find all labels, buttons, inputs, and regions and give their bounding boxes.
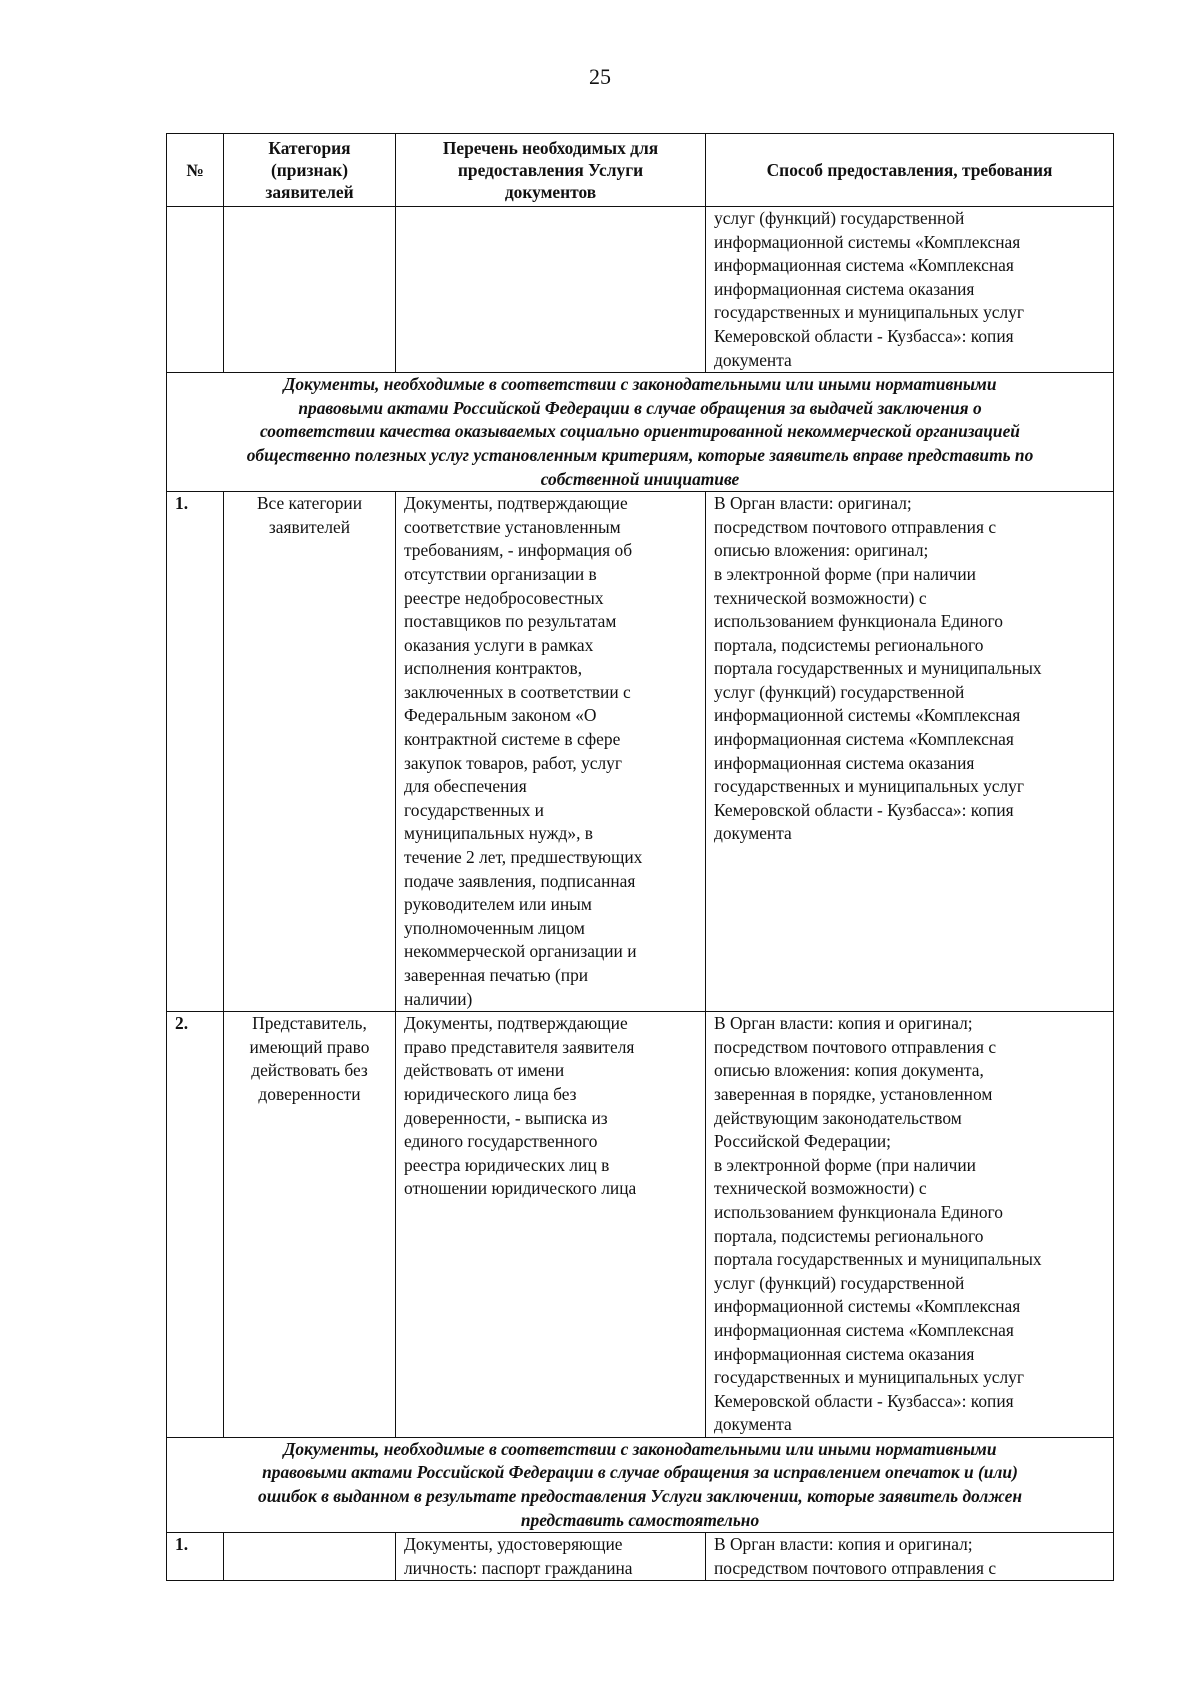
text-line: некоммерческой организации и xyxy=(404,941,637,962)
text-line: заявителей xyxy=(268,516,351,537)
text-line: отношении юридического лица xyxy=(404,1178,637,1199)
text-line: исполнения контрактов, xyxy=(404,658,583,679)
text-line: государственных и муниципальных услуг xyxy=(714,1367,1024,1388)
text-line: государственных и xyxy=(404,799,544,820)
text-line: информационной системы «Комплексная xyxy=(714,1296,1021,1317)
text-line: реестра юридических лиц в xyxy=(404,1154,610,1175)
text-line: требованиям, - информация об xyxy=(404,540,633,561)
cell-documents xyxy=(396,1012,706,1438)
text-line: контрактной системе в сфере xyxy=(404,729,621,750)
text-line: посредством почтового отправления с xyxy=(714,1036,997,1057)
text-line: Российской Федерации; xyxy=(714,1131,892,1152)
text-line: право представителя заявителя xyxy=(404,1036,635,1057)
cell-number: 2. xyxy=(167,1012,224,1438)
text-line: документа xyxy=(714,349,792,370)
text-line: Документы, подтверждающие xyxy=(404,1013,628,1034)
cell-number xyxy=(167,207,224,373)
text-line: услуг (функций) государственной xyxy=(714,681,965,702)
cell-documents xyxy=(396,1533,706,1581)
cell-method xyxy=(706,1012,1114,1438)
cell-category xyxy=(224,1012,396,1438)
text-line: действующим законодательством xyxy=(714,1107,962,1128)
text-line: представить самостоятельно xyxy=(520,1509,760,1530)
text-line: муниципальных нужд», в xyxy=(404,823,593,844)
cell-category xyxy=(224,207,396,373)
table-row xyxy=(167,1533,1114,1581)
text-line: описью вложения: оригинал; xyxy=(714,540,929,561)
text-line: руководителем или иным xyxy=(404,894,592,915)
text-line: Все категории xyxy=(256,493,363,514)
text-line: государственных и муниципальных услуг xyxy=(714,776,1024,797)
cell-method xyxy=(706,492,1114,1012)
text-line: общественно полезных услуг установленным критериям, которые заявитель вправе представить по xyxy=(246,444,1034,465)
cell-method xyxy=(706,1533,1114,1581)
text-line: портала государственных и муниципальных xyxy=(714,658,1042,679)
section-heading xyxy=(167,373,1114,492)
text-line: соответствии качества оказываемых социально ориентированной некоммерческой организацией xyxy=(260,421,1020,442)
text-line: заявителей xyxy=(265,182,354,202)
text-line: информационная система «Комплексная xyxy=(714,729,1014,750)
text-line: заверенная в порядке, установленном xyxy=(714,1083,993,1104)
header-method: Способ предоставления, требования xyxy=(706,134,1114,207)
text-line: уполномоченным лицом xyxy=(404,917,585,938)
text-line: доверенности, - выписка из xyxy=(404,1107,608,1128)
text-line: использованием функционала Единого xyxy=(714,611,1003,632)
text-line: заключенных в соответствии с xyxy=(404,681,631,702)
cell-method xyxy=(706,207,1114,373)
text-line: Кемеровской области - Кузбасса»: копия xyxy=(714,1390,1014,1411)
text-line: подаче заявления, подписанная xyxy=(404,870,636,891)
text-line: правовыми актами Российской Федерации в случае обращения за исправлением опечаток и (или) xyxy=(262,1462,1018,1483)
text-line: портала, подсистемы регионального xyxy=(714,634,984,655)
table-header-row xyxy=(167,134,1114,207)
text-line: соответствие установленным xyxy=(404,516,621,537)
cell-number: 1. xyxy=(167,1533,224,1581)
section-row xyxy=(167,1437,1114,1532)
text-line: правовыми актами Российской Федерации в случае обращения за выдачей заключения о xyxy=(298,397,982,418)
text-line: Федеральным законом «О xyxy=(404,705,597,726)
cell-documents xyxy=(396,207,706,373)
page-number: 25 xyxy=(589,64,611,89)
text-line: Кемеровской области - Кузбасса»: копия xyxy=(714,799,1014,820)
cell-category xyxy=(224,492,396,1012)
text-line: личность: паспорт гражданина xyxy=(404,1557,633,1578)
text-line: заверенная печатью (при xyxy=(404,965,589,985)
text-line: Категория xyxy=(268,138,351,158)
text-line: услуг (функций) государственной xyxy=(714,1272,965,1293)
cell-documents xyxy=(396,492,706,1012)
table-row xyxy=(167,1012,1114,1438)
text-line: для обеспечения xyxy=(404,776,527,797)
text-line: закупок товаров, работ, услуг xyxy=(404,752,622,773)
text-line: течение 2 лет, предшествующих xyxy=(404,847,643,868)
header-number: № xyxy=(167,134,224,207)
text-line: предоставления Услуги xyxy=(457,160,644,180)
documents-table xyxy=(166,133,1114,1581)
text-line: в электронной форме (при наличии xyxy=(714,563,976,584)
table-row-continuation xyxy=(167,207,1114,373)
text-line: документа xyxy=(714,823,792,844)
text-line: государственных и муниципальных услуг xyxy=(714,302,1024,323)
text-line: технической возможности) с xyxy=(714,1178,927,1199)
text-line: В Орган власти: оригинал; xyxy=(714,493,912,514)
text-line: Перечень необходимых для xyxy=(442,138,659,158)
text-line: информационной системы «Комплексная xyxy=(714,231,1021,252)
text-line: информационная система оказания xyxy=(714,1343,975,1364)
text-line: юридического лица без xyxy=(404,1083,577,1104)
text-line: В Орган власти: копия и оригинал; xyxy=(714,1013,973,1034)
text-line: портала, подсистемы регионального xyxy=(714,1225,984,1246)
text-line: В Орган власти: копия и оригинал; xyxy=(714,1534,973,1555)
text-line: описью вложения: копия документа, xyxy=(714,1060,984,1081)
text-line: оказания услуги в рамках xyxy=(404,634,594,655)
text-line: услуг (функций) государственной xyxy=(714,208,965,228)
text-line: Документы, необходимые в соответствии с законодательными или иными нормативными xyxy=(283,374,997,395)
section-row xyxy=(167,373,1114,492)
text-line: информационная система оказания xyxy=(714,752,975,773)
text-line: (признак) xyxy=(270,160,349,180)
text-line: действовать без xyxy=(251,1060,368,1081)
text-line: имеющий право xyxy=(249,1036,370,1057)
section-heading xyxy=(167,1437,1114,1532)
text-line: поставщиков по результатам xyxy=(404,611,617,632)
cell-number: 1. xyxy=(167,492,224,1012)
text-line: технической возможности) с xyxy=(714,587,927,608)
text-line: портала государственных и муниципальных xyxy=(714,1249,1042,1270)
text-line: информационная система «Комплексная xyxy=(714,255,1014,276)
text-line: документов xyxy=(504,182,597,202)
text-line: действовать от имени xyxy=(404,1060,565,1081)
cell-category xyxy=(224,1533,396,1581)
text-line: Кемеровской области - Кузбасса»: копия xyxy=(714,325,1014,346)
text-line: посредством почтового отправления с xyxy=(714,1557,997,1578)
text-line: посредством почтового отправления с xyxy=(714,516,997,537)
text-line: Документы, необходимые в соответствии с законодательными или иными нормативными xyxy=(283,1438,997,1459)
text-line: информационная система «Комплексная xyxy=(714,1319,1014,1340)
text-line: собственной инициативе xyxy=(540,468,740,489)
text-line: Документы, подтверждающие xyxy=(404,493,628,514)
text-line: отсутствии организации в xyxy=(404,563,597,584)
text-line: наличии) xyxy=(404,988,473,1009)
text-line: в электронной форме (при наличии xyxy=(714,1154,976,1175)
text-line: информационная система оказания xyxy=(714,278,975,299)
header-category xyxy=(224,134,396,207)
text-line: ошибок в выданном в результате предоставления Услуги заключении, которые заявитель должен xyxy=(258,1486,1022,1507)
text-line: документа xyxy=(714,1414,792,1435)
text-line: использованием функционала Единого xyxy=(714,1201,1003,1222)
header-documents xyxy=(396,134,706,207)
text-line: Представитель, xyxy=(252,1013,367,1034)
text-line: единого государственного xyxy=(404,1131,598,1152)
text-line: Документы, удостоверяющие xyxy=(404,1534,623,1555)
table-row xyxy=(167,492,1114,1012)
text-line: доверенности xyxy=(258,1083,361,1104)
text-line: информационной системы «Комплексная xyxy=(714,705,1021,726)
text-line: реестре недобросовестных xyxy=(404,587,604,608)
